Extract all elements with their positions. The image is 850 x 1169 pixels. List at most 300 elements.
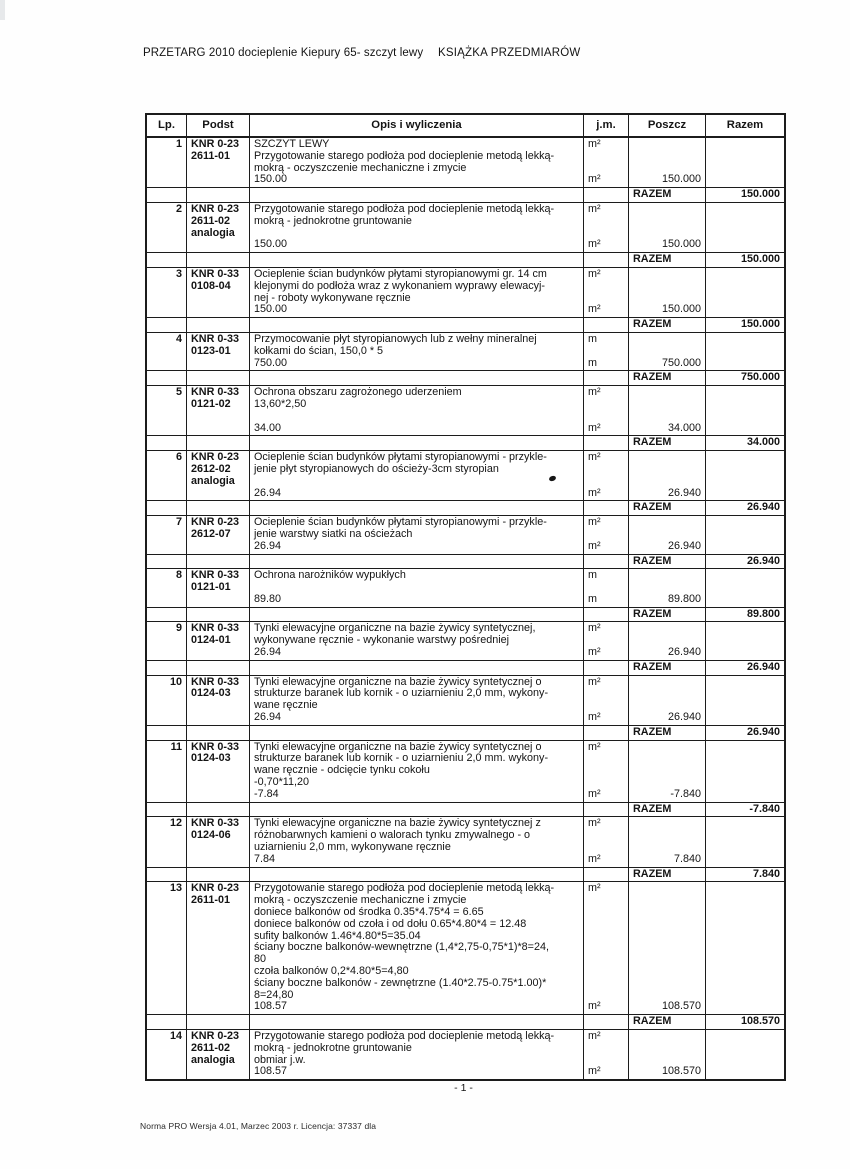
razem-label: RAZEM — [628, 253, 705, 267]
razem-empty-jm — [583, 555, 628, 569]
row-razem-empty — [705, 622, 784, 659]
row-razem-empty — [705, 333, 784, 370]
table-row — [147, 882, 784, 1015]
przedmiar-table — [145, 113, 786, 1081]
col-header-razem: Razem — [705, 115, 784, 136]
row-razem-empty — [705, 451, 784, 500]
podst-line: KNR 0-33 — [191, 386, 240, 399]
unit-label-top: m² — [588, 882, 601, 895]
razem-empty-lp — [147, 371, 186, 385]
row-lp: 8 — [175, 569, 182, 582]
scan-edge-artifact — [0, 0, 5, 20]
table-body — [147, 138, 784, 1079]
row-quantity: 34.00 — [254, 421, 282, 434]
razem-empty-jm — [583, 436, 628, 450]
description-line: Ochrona narożników wypukłych — [254, 569, 406, 582]
row-podst — [186, 451, 249, 500]
col-header-opis: Opis i wyliczenia — [249, 115, 583, 136]
unit-label-top: m² — [588, 267, 601, 280]
table-row — [147, 203, 784, 253]
razem-empty-lp — [147, 501, 186, 515]
row-razem-empty — [705, 268, 784, 317]
row-podst — [186, 203, 249, 252]
row-quantity: 108.57 — [254, 1000, 288, 1013]
podst-line: KNR 0-23 — [191, 516, 240, 529]
row-lp: 13 — [169, 882, 182, 895]
row-podst — [186, 516, 249, 553]
row-podst — [186, 817, 249, 866]
description-line: Tynki elewacyjne organiczne na bazie żywicy syntetycznej o — [254, 675, 542, 688]
table-row — [147, 741, 784, 803]
unit-label-bottom: m² — [588, 238, 601, 251]
razem-empty-podst — [186, 608, 249, 622]
razem-empty-opis — [249, 436, 583, 450]
description-line: mokrą - oczyszczenie mechaniczne i zmycie — [254, 161, 467, 174]
razem-empty-opis — [249, 726, 583, 740]
row-razem-empty — [705, 817, 784, 866]
podst-line: analogia — [191, 1053, 235, 1066]
podst-line: KNR 0-23 — [191, 202, 240, 215]
row-lp: 11 — [170, 740, 182, 753]
razem-total: 26.940 — [705, 555, 784, 569]
razem-empty-lp — [147, 726, 186, 740]
row-lp: 12 — [169, 817, 182, 830]
row-razem-empty — [705, 882, 784, 1014]
razem-label: RAZEM — [628, 868, 705, 882]
razem-total: 150.000 — [705, 188, 784, 202]
row-poszcz — [628, 569, 705, 606]
razem-total: 150.000 — [705, 318, 784, 332]
razem-label: RAZEM — [628, 803, 705, 817]
description-line: SZCZYT LEWY — [254, 138, 330, 150]
razem-total: 26.940 — [705, 661, 784, 675]
description-line: Przygotowanie starego podłoża pod docieplenie metodą lekką- — [254, 202, 555, 215]
description-line — [254, 411, 579, 423]
razem-empty-lp — [147, 803, 186, 817]
description-line: czoła balkonów 0,2*4.80*5=4,80 — [254, 965, 409, 977]
description-line: Przygotowanie starego podłoża pod docieplenie metodą lekką- — [254, 882, 555, 895]
row-poszcz — [628, 676, 705, 725]
row-razem-empty — [705, 138, 784, 187]
row-description — [249, 268, 583, 317]
razem-label: RAZEM — [628, 661, 705, 675]
row-quantity: 150.00 — [254, 173, 288, 186]
col-header-jm: j.m. — [583, 115, 628, 136]
description-line: 13,60*2,50 — [254, 397, 307, 410]
row-poszcz — [628, 268, 705, 317]
table-row — [147, 817, 784, 867]
row-quantity: 150.00 — [254, 303, 288, 316]
table-row — [147, 569, 784, 607]
podst-line: 2612-02 — [191, 462, 231, 475]
row-poszcz — [628, 741, 705, 802]
description-line: mokrą - jednokrotne gruntowanie — [254, 1041, 412, 1054]
row-poszcz — [628, 817, 705, 866]
row-description — [249, 386, 583, 435]
row-poszcz — [628, 386, 705, 435]
podst-line: KNR 0-33 — [191, 817, 240, 830]
description-line: mokrą - oczyszczenie mechaniczne i zmycie — [254, 894, 467, 907]
row-poszcz — [628, 138, 705, 187]
unit-label-bottom: m² — [588, 486, 601, 499]
unit-label-top: m² — [588, 138, 601, 150]
description-line: wane ręcznie — [254, 699, 318, 712]
razem-empty-opis — [249, 803, 583, 817]
razem-empty-podst — [186, 253, 249, 267]
unit-label-top: m² — [588, 817, 601, 830]
razem-row — [147, 608, 784, 623]
row-unit — [583, 268, 628, 317]
row-razem-empty — [705, 516, 784, 553]
razem-row — [147, 661, 784, 676]
description-line: Przymocowanie płyt styropianowych lub z wełny mineralnej — [254, 332, 537, 345]
razem-row — [147, 436, 784, 451]
description-line: sufity balkonów 1.46*4.80*5=35.04 — [254, 929, 421, 942]
podst-line: KNR 0-23 — [191, 1029, 240, 1042]
row-podst — [186, 138, 249, 187]
row-podst — [186, 333, 249, 370]
row-quantity: 89.80 — [254, 592, 282, 605]
razem-empty-lp — [147, 608, 186, 622]
razem-row — [147, 726, 784, 741]
description-line: jenie warstwy siatki na ościeżach — [254, 527, 413, 540]
row-podst — [186, 741, 249, 802]
razem-label: RAZEM — [628, 371, 705, 385]
poszcz-value: 26.940 — [667, 486, 701, 499]
unit-label-bottom: m² — [588, 852, 601, 865]
unit-label-top: m² — [588, 1029, 601, 1042]
razem-label: RAZEM — [628, 555, 705, 569]
razem-row — [147, 803, 784, 818]
unit-label-top: m² — [588, 740, 601, 753]
unit-label-top: m — [588, 332, 597, 345]
razem-empty-jm — [583, 803, 628, 817]
podst-line: KNR 0-33 — [191, 740, 240, 753]
row-description — [249, 741, 583, 802]
razem-empty-podst — [186, 803, 249, 817]
row-poszcz — [628, 516, 705, 553]
document-type-heading: KSIĄŻKA PRZEDMIARÓW — [438, 47, 581, 59]
table-row — [147, 1030, 784, 1079]
podst-line: 0121-01 — [191, 581, 231, 594]
table-row — [147, 451, 784, 501]
row-description — [249, 1030, 583, 1079]
row-podst — [186, 882, 249, 1014]
page-number: - 1 - — [454, 1082, 473, 1094]
description-line: nej - roboty wykonywane ręcznie — [254, 291, 411, 304]
razem-empty-lp — [147, 188, 186, 202]
podst-line: 0124-06 — [191, 829, 231, 842]
row-description — [249, 817, 583, 866]
unit-label-top: m² — [588, 622, 601, 635]
razem-empty-lp — [147, 868, 186, 882]
footer-note: Norma PRO Wersja 4.01, Marzec 2003 r. Licencja: 37337 dla — [140, 1121, 377, 1131]
razem-empty-opis — [249, 501, 583, 515]
razem-empty-jm — [583, 371, 628, 385]
razem-empty-lp — [147, 555, 186, 569]
podst-line: KNR 0-33 — [191, 569, 240, 582]
row-lp: 3 — [175, 267, 182, 280]
row-lp: 5 — [175, 386, 182, 399]
row-poszcz — [628, 882, 705, 1014]
poszcz-value: 108.570 — [661, 1065, 701, 1078]
description-line — [254, 228, 579, 240]
poszcz-value: 26.940 — [667, 646, 701, 659]
row-description — [249, 569, 583, 606]
description-line: obmiar j.w. — [254, 1053, 306, 1066]
row-lp: 2 — [175, 202, 182, 215]
row-lp: 10 — [169, 675, 182, 688]
razem-row — [147, 371, 784, 386]
row-unit — [583, 451, 628, 500]
row-description — [249, 203, 583, 252]
row-razem-empty — [705, 741, 784, 802]
unit-label-top: m² — [588, 451, 601, 464]
description-line: Przygotowanie starego podłoża pod docieplenie metodą lekką- — [254, 1029, 555, 1042]
podst-line: 2611-01 — [191, 894, 231, 907]
row-unit — [583, 1030, 628, 1079]
row-poszcz — [628, 203, 705, 252]
row-description — [249, 622, 583, 659]
unit-label-bottom: m² — [588, 646, 601, 659]
razem-row — [147, 188, 784, 203]
description-line: strukturze baranek lub kornik - o uziarnieniu 2,0 mm, wykony- — [254, 687, 549, 700]
unit-label-bottom: m² — [588, 1065, 601, 1078]
poszcz-value: 26.940 — [667, 539, 701, 552]
description-line: Tynki elewacyjne organiczne na bazie żywicy syntetycznej z — [254, 817, 541, 830]
razem-empty-podst — [186, 188, 249, 202]
description-line: Przygotowanie starego podłoża pod docieplenie metodą lekką- — [254, 149, 555, 162]
unit-label-bottom: m² — [588, 173, 601, 186]
description-line: 8=24,80 — [254, 988, 294, 1001]
razem-empty-jm — [583, 501, 628, 515]
row-podst — [186, 622, 249, 659]
poszcz-value: 150.000 — [661, 303, 701, 316]
unit-label-top: m² — [588, 516, 601, 529]
razem-empty-jm — [583, 1015, 628, 1029]
razem-empty-podst — [186, 501, 249, 515]
description-line: kołkami do ścian, 150,0 * 5 — [254, 344, 384, 357]
razem-empty-opis — [249, 868, 583, 882]
poszcz-value: 108.570 — [661, 1000, 701, 1013]
description-line: strukturze baranek lub kornik - o uziarnieniu 2,0 mm. wykony- — [254, 752, 549, 765]
poszcz-value: 150.000 — [661, 173, 701, 186]
unit-label-top: m² — [588, 386, 601, 399]
description-line: Tynki elewacyjne organiczne na bazie żywicy syntetycznej, — [254, 622, 536, 635]
razem-label: RAZEM — [628, 1015, 705, 1029]
row-podst — [186, 676, 249, 725]
podst-line: KNR 0-23 — [191, 882, 240, 895]
row-podst — [186, 386, 249, 435]
row-quantity: 750.00 — [254, 356, 288, 369]
razem-empty-opis — [249, 608, 583, 622]
description-line: klejonymi do podłoża wraz z wykonaniem wyprawy elewacyj- — [254, 279, 546, 292]
razem-empty-podst — [186, 868, 249, 882]
row-quantity: 26.94 — [254, 646, 282, 659]
row-poszcz — [628, 333, 705, 370]
description-line: jenie płyt styropianowych do ościeży-3cm styropian — [254, 462, 499, 475]
row-description — [249, 138, 583, 187]
razem-empty-podst — [186, 318, 249, 332]
podst-line: 0123-01 — [191, 344, 231, 357]
row-unit — [583, 622, 628, 659]
description-line: ściany boczne balkonów - zewnętrzne (1.40*2.75-0.75*1.00)* — [254, 976, 547, 989]
razem-empty-jm — [583, 726, 628, 740]
row-unit — [583, 817, 628, 866]
row-razem-empty — [705, 1030, 784, 1079]
razem-row — [147, 1015, 784, 1030]
razem-empty-opis — [249, 318, 583, 332]
row-quantity: 26.94 — [254, 486, 282, 499]
row-podst — [186, 1030, 249, 1079]
row-quantity: 26.94 — [254, 539, 282, 552]
row-quantity: 108.57 — [254, 1065, 288, 1078]
description-line: 80 — [254, 953, 267, 966]
unit-label-bottom: m — [588, 592, 597, 605]
unit-label-bottom: m² — [588, 1000, 601, 1013]
description-line: Tynki elewacyjne organiczne na bazie żywicy syntetycznej o — [254, 740, 542, 753]
row-description — [249, 333, 583, 370]
razem-total: 108.570 — [705, 1015, 784, 1029]
row-lp: 6 — [175, 451, 182, 464]
podst-line: analogia — [191, 474, 235, 487]
poszcz-value: 150.000 — [661, 238, 701, 251]
row-poszcz — [628, 622, 705, 659]
row-razem-empty — [705, 203, 784, 252]
description-line: -0,70*11,20 — [254, 776, 310, 789]
row-quantity: 26.94 — [254, 711, 282, 724]
razem-empty-lp — [147, 436, 186, 450]
razem-label: RAZEM — [628, 318, 705, 332]
razem-total: 750.000 — [705, 371, 784, 385]
razem-empty-podst — [186, 371, 249, 385]
podst-line: 2611-02 — [191, 1041, 231, 1054]
razem-row — [147, 318, 784, 333]
row-razem-empty — [705, 569, 784, 606]
table-row — [147, 268, 784, 318]
podst-line: KNR 0-33 — [191, 267, 240, 280]
table-header-row — [147, 115, 784, 138]
description-line: mokrą - jednokrotne gruntowanie — [254, 214, 412, 227]
row-unit — [583, 333, 628, 370]
description-line: ściany boczne balkonów-wewnętrzne (1,4*2,75-0,75*1)*8=24, — [254, 941, 549, 954]
razem-total: 7.840 — [705, 868, 784, 882]
row-unit — [583, 741, 628, 802]
description-line: różnobarwnych kamieni o walorach tynku zmywalnego - o — [254, 829, 531, 842]
razem-empty-podst — [186, 555, 249, 569]
poszcz-value: 26.940 — [667, 711, 701, 724]
razem-empty-podst — [186, 726, 249, 740]
description-line — [254, 582, 579, 594]
table-row — [147, 622, 784, 660]
unit-label-top: m² — [588, 202, 601, 215]
unit-label-bottom: m² — [588, 421, 601, 434]
description-line: Ocieplenie ścian budynków płytami styropianowymi - przykle- — [254, 516, 547, 529]
unit-label-bottom: m² — [588, 539, 601, 552]
unit-label-bottom: m² — [588, 303, 601, 316]
razem-empty-jm — [583, 188, 628, 202]
table-row — [147, 676, 784, 726]
poszcz-value: -7.840 — [670, 787, 701, 800]
description-line: wykonywane ręcznie - wykonanie warstwy pośredniej — [254, 634, 510, 647]
row-quantity: -7.84 — [254, 787, 279, 800]
description-line: wane ręcznie - odcięcie tynku cokołu — [254, 764, 430, 777]
podst-line: 0124-03 — [191, 687, 231, 700]
razem-total: 89.800 — [705, 608, 784, 622]
col-header-lp: Lp. — [158, 118, 175, 131]
razem-label: RAZEM — [628, 188, 705, 202]
razem-empty-jm — [583, 253, 628, 267]
podst-line: KNR 0-23 — [191, 138, 240, 150]
row-description — [249, 516, 583, 553]
razem-row — [147, 555, 784, 570]
row-razem-empty — [705, 386, 784, 435]
unit-label-top: m — [588, 569, 597, 582]
razem-label: RAZEM — [628, 436, 705, 450]
razem-empty-lp — [147, 1015, 186, 1029]
row-description — [249, 882, 583, 1014]
podst-line: analogia — [191, 226, 235, 239]
table-row — [147, 138, 784, 188]
description-line: Ochrona obszaru zagrożonego uderzeniem — [254, 386, 462, 399]
table-row — [147, 333, 784, 371]
razem-empty-opis — [249, 188, 583, 202]
row-poszcz — [628, 1030, 705, 1079]
razem-empty-opis — [249, 371, 583, 385]
razem-total: 150.000 — [705, 253, 784, 267]
row-unit — [583, 569, 628, 606]
razem-label: RAZEM — [628, 501, 705, 515]
razem-empty-podst — [186, 1015, 249, 1029]
col-header-podst: Podst — [186, 115, 249, 136]
podst-line: KNR 0-23 — [191, 451, 240, 464]
poszcz-value: 750.000 — [661, 356, 701, 369]
razem-empty-lp — [147, 318, 186, 332]
razem-empty-lp — [147, 661, 186, 675]
description-line — [254, 476, 579, 488]
description-line: Ocieplenie ścian budynków płytami styropianowymi gr. 14 cm — [254, 267, 547, 280]
podst-line: KNR 0-33 — [191, 622, 240, 635]
description-line: doniece balkonów od czoła i od dołu 0.65*4.80*4 = 12.48 — [254, 917, 527, 930]
razem-empty-opis — [249, 661, 583, 675]
razem-empty-opis — [249, 253, 583, 267]
razem-total: 26.940 — [705, 726, 784, 740]
razem-row — [147, 868, 784, 883]
row-lp: 14 — [169, 1029, 182, 1042]
razem-empty-podst — [186, 436, 249, 450]
podst-line: 0124-03 — [191, 752, 231, 765]
row-lp: 1 — [175, 138, 182, 150]
row-description — [249, 676, 583, 725]
poszcz-value: 7.840 — [673, 852, 701, 865]
podst-line: 2611-02 — [191, 214, 231, 227]
row-poszcz — [628, 451, 705, 500]
row-unit — [583, 676, 628, 725]
podst-line: 0108-04 — [191, 279, 231, 292]
poszcz-value: 89.800 — [667, 592, 701, 605]
podst-line: 0121-02 — [191, 397, 231, 410]
row-lp: 4 — [175, 332, 182, 345]
row-unit — [583, 203, 628, 252]
podst-line: 2611-01 — [191, 149, 231, 162]
row-description — [249, 451, 583, 500]
table-row — [147, 386, 784, 436]
description-line: Ocieplenie ścian budynków płytami styropianowymi - przykle- — [254, 451, 547, 464]
description-line: uziarnieniu 2,0 mm, wykonywane ręcznie — [254, 841, 451, 854]
poszcz-value: 34.000 — [667, 421, 701, 434]
razem-empty-lp — [147, 253, 186, 267]
razem-total: -7.840 — [705, 803, 784, 817]
